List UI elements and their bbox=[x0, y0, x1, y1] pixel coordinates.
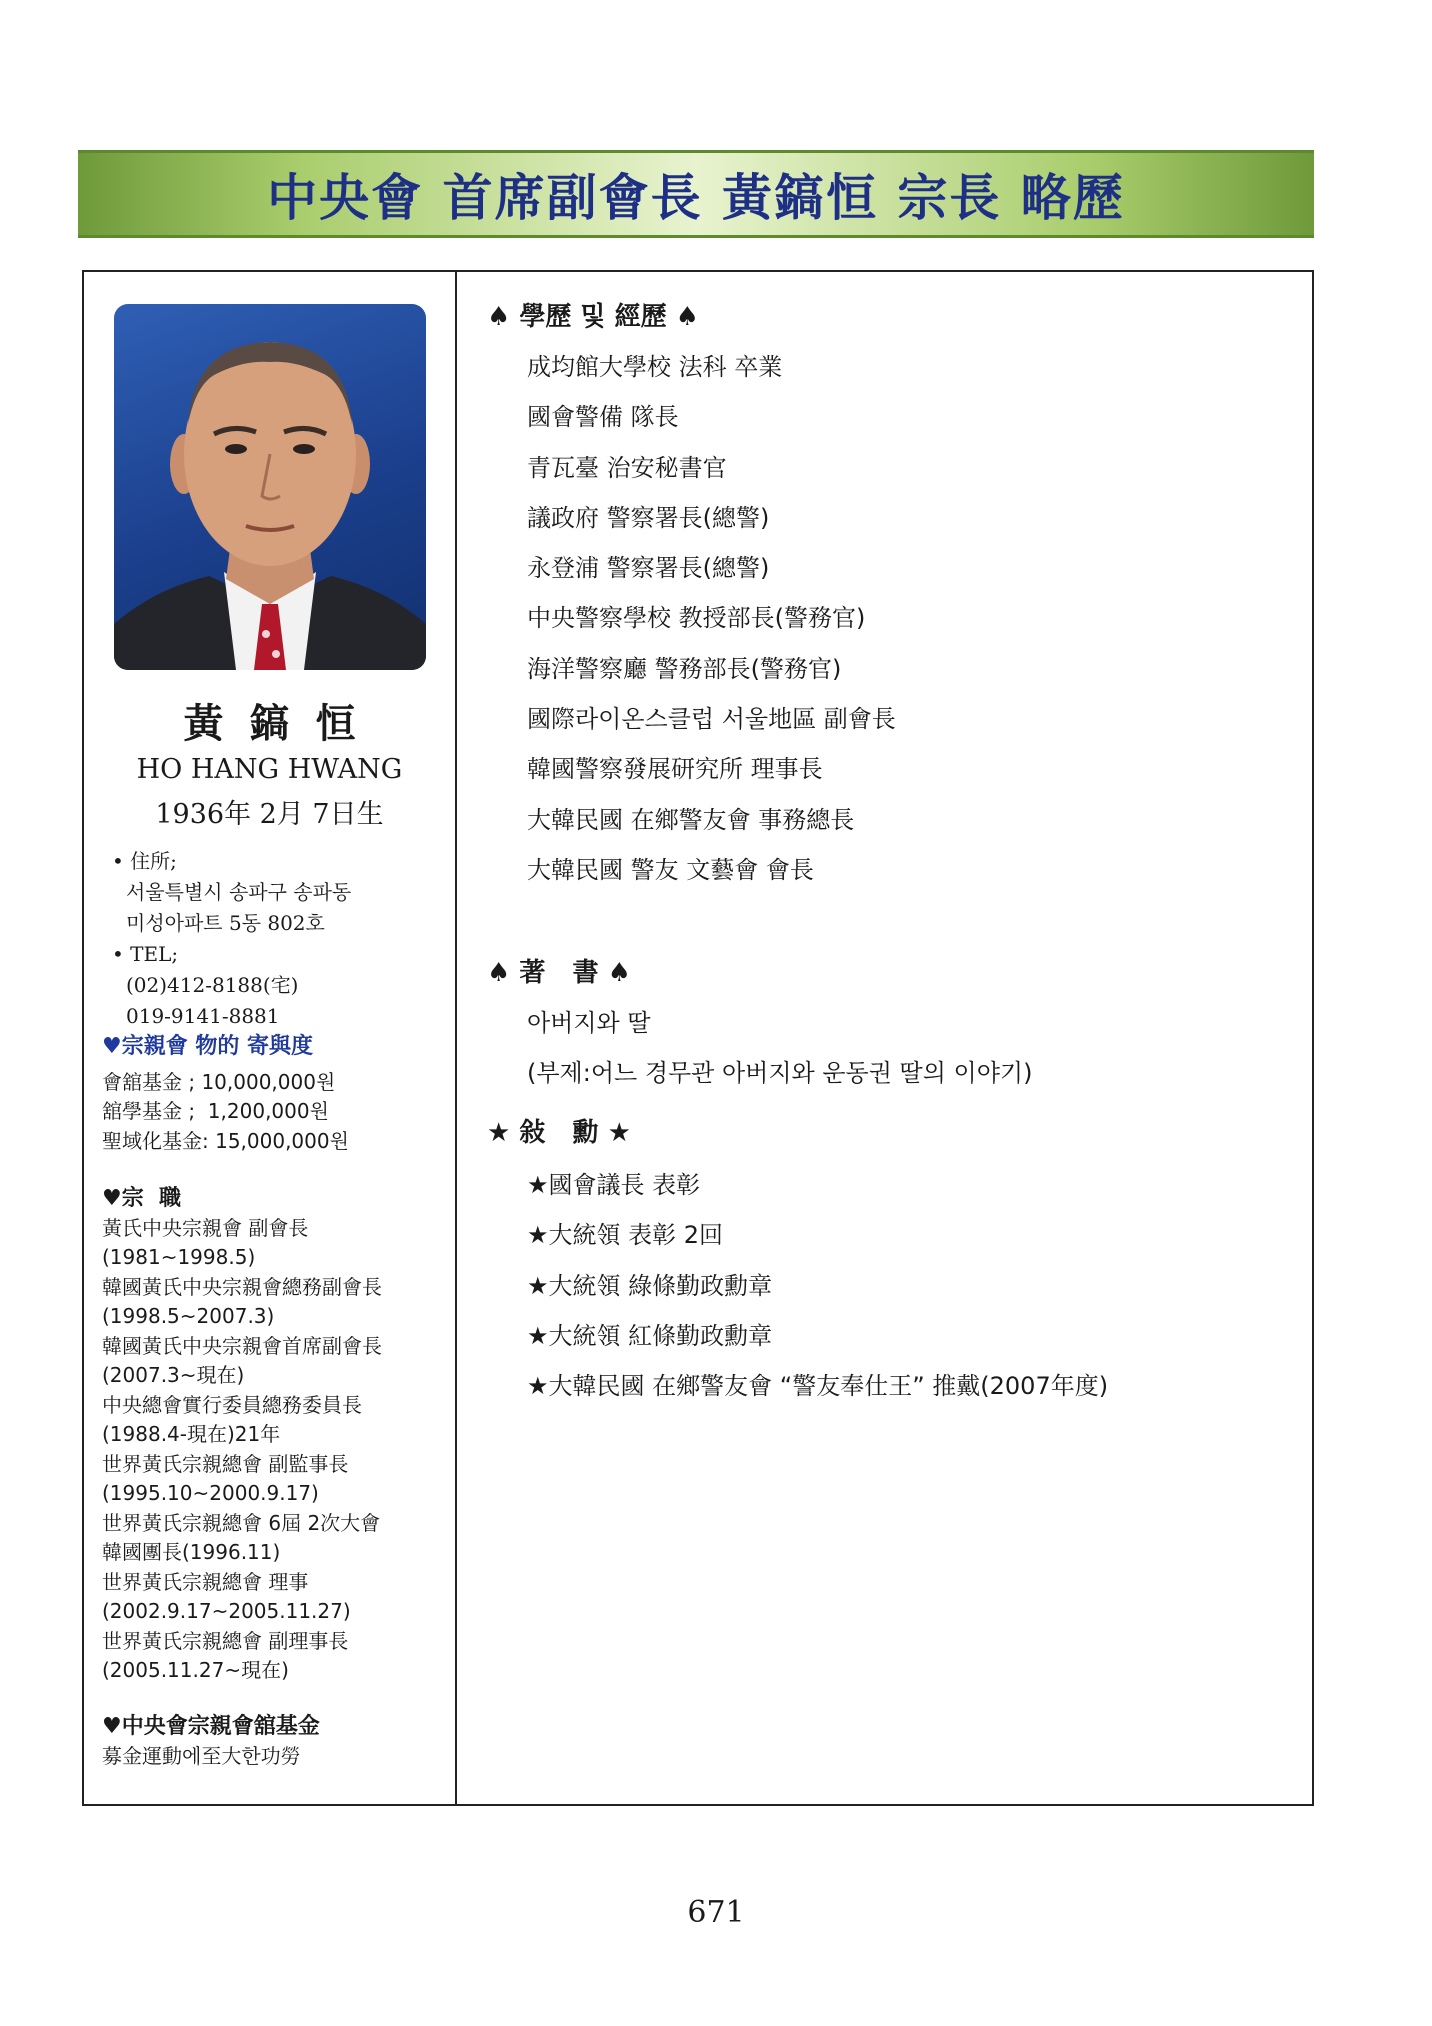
position-line: (2007.3~現在) bbox=[102, 1363, 245, 1387]
address-line-2: 미성아파트 5동 802호 bbox=[126, 911, 325, 935]
fund-section bbox=[102, 1712, 320, 1771]
portrait-illustration bbox=[114, 304, 426, 670]
fund-heading: ♥中央會宗親會舘基金 bbox=[102, 1714, 320, 1739]
books-list bbox=[527, 998, 1032, 1099]
title-banner bbox=[78, 150, 1314, 238]
education-item: 國際라이온스클럽 서울地區 副會長 bbox=[527, 705, 896, 734]
books-heading: ♠ 著 書 ♠ bbox=[487, 958, 631, 988]
education-item: 成均館大學校 法科 卒業 bbox=[527, 353, 783, 381]
position-line: 中央總會實行委員總務委員長 bbox=[102, 1392, 362, 1417]
position-line: 世界黃氏宗親總會 6屆 2次大會 bbox=[102, 1510, 381, 1535]
awards-list bbox=[527, 1160, 1108, 1411]
award-item: ★大韓民國 在鄉警友會 “警友奉仕王” 推戴(2007年度) bbox=[527, 1372, 1109, 1401]
address-line-1: 서울특별시 송파구 송파동 bbox=[126, 880, 352, 904]
name-english: HO HANG HWANG bbox=[136, 754, 403, 785]
education-item: 大韓民國 警友 文藝會 會長 bbox=[527, 855, 814, 884]
right-column bbox=[457, 272, 1312, 1804]
education-item: 中央警察學校 教授部長(警務官) bbox=[527, 604, 866, 633]
position-line: (2002.9.17~2005.11.27) bbox=[102, 1599, 351, 1623]
position-line: (1981~1998.5) bbox=[102, 1245, 256, 1269]
award-item: ★大統領 紅條勤政勳章 bbox=[527, 1321, 773, 1350]
education-item: 海洋警察廳 警務部長(警務官) bbox=[527, 654, 842, 683]
position-line: (1998.5~2007.3) bbox=[102, 1304, 275, 1328]
position-line: 韓國黃氏中央宗親會首席副會長 bbox=[102, 1333, 382, 1358]
birth-date: 1936年 2月 7日生 bbox=[155, 799, 384, 830]
position-line: (1988.4-現在)21年 bbox=[102, 1422, 281, 1446]
position-line: 韓國團長(1996.11) bbox=[102, 1540, 281, 1564]
education-item: 青瓦臺 治安秘書官 bbox=[527, 453, 727, 482]
fund-text: 募金運動에至大한功勞 bbox=[102, 1743, 301, 1768]
position-line: 世界黃氏宗親總會 副理事長 bbox=[102, 1628, 349, 1653]
page-title: 中央會 首席副會長 黃鎬恒 宗長 略歷 bbox=[267, 168, 1125, 227]
portrait-photo bbox=[114, 304, 426, 670]
positions-heading: ♥宗 職 bbox=[102, 1186, 182, 1211]
education-item: 大韓民國 在鄉警友會 事務總長 bbox=[527, 805, 855, 834]
name-korean: 黃鎬恒 bbox=[183, 700, 382, 747]
donations-section bbox=[102, 1032, 349, 1156]
donation-item: 聖域化基金: 15,000,000원 bbox=[102, 1128, 349, 1153]
book-item: 아버지와 딸 bbox=[527, 1009, 651, 1037]
tel-mobile: 019-9141-8881 bbox=[126, 1004, 280, 1028]
awards-heading: ★ 敍 勳 ★ bbox=[487, 1118, 631, 1148]
award-item: ★國會議長 表彰 bbox=[527, 1171, 701, 1199]
tel-label: • TEL; bbox=[112, 942, 179, 966]
position-line: 韓國黃氏中央宗親會總務副會長 bbox=[102, 1274, 382, 1299]
donations-heading: ♥宗親會 物的 寄與度 bbox=[102, 1034, 314, 1059]
position-line: (1995.10~2000.9.17) bbox=[102, 1481, 319, 1505]
positions-section bbox=[102, 1184, 382, 1686]
position-line: (2005.11.27~現在) bbox=[102, 1658, 289, 1682]
left-column bbox=[84, 272, 455, 1804]
education-list bbox=[527, 342, 896, 895]
profile-frame bbox=[82, 270, 1314, 1806]
position-line: 黃氏中央宗親會 副會長 bbox=[102, 1215, 309, 1240]
book-item: (부제:어느 경무관 아버지와 운동권 딸의 이야기) bbox=[527, 1059, 1033, 1088]
education-heading: ♠ 學歷 및 經歷 ♠ bbox=[487, 302, 699, 332]
tel-home: (02)412-8188(宅) bbox=[126, 973, 299, 997]
donation-item: 舘學基金 ; 1,200,000원 bbox=[102, 1099, 329, 1123]
education-item: 永登浦 警察署長(總警) bbox=[527, 554, 770, 583]
page-number: 671 bbox=[687, 1895, 745, 1930]
donation-item: 會舘基金 ; 10,000,000원 bbox=[102, 1069, 336, 1094]
award-item: ★大統領 表彰 2回 bbox=[527, 1221, 724, 1250]
award-item: ★大統領 綠條勤政勳章 bbox=[527, 1271, 773, 1300]
position-line: 世界黃氏宗親總會 副監事長 bbox=[102, 1451, 349, 1476]
education-item: 議政府 警察署長(總警) bbox=[527, 503, 770, 532]
address-label: • 住所; bbox=[112, 849, 177, 873]
education-item: 國會警備 隊長 bbox=[527, 403, 679, 432]
education-item: 韓國警察發展研究所 理事長 bbox=[527, 755, 823, 784]
position-line: 世界黃氏宗親總會 理事 bbox=[102, 1569, 309, 1594]
contact-info bbox=[112, 846, 351, 1032]
